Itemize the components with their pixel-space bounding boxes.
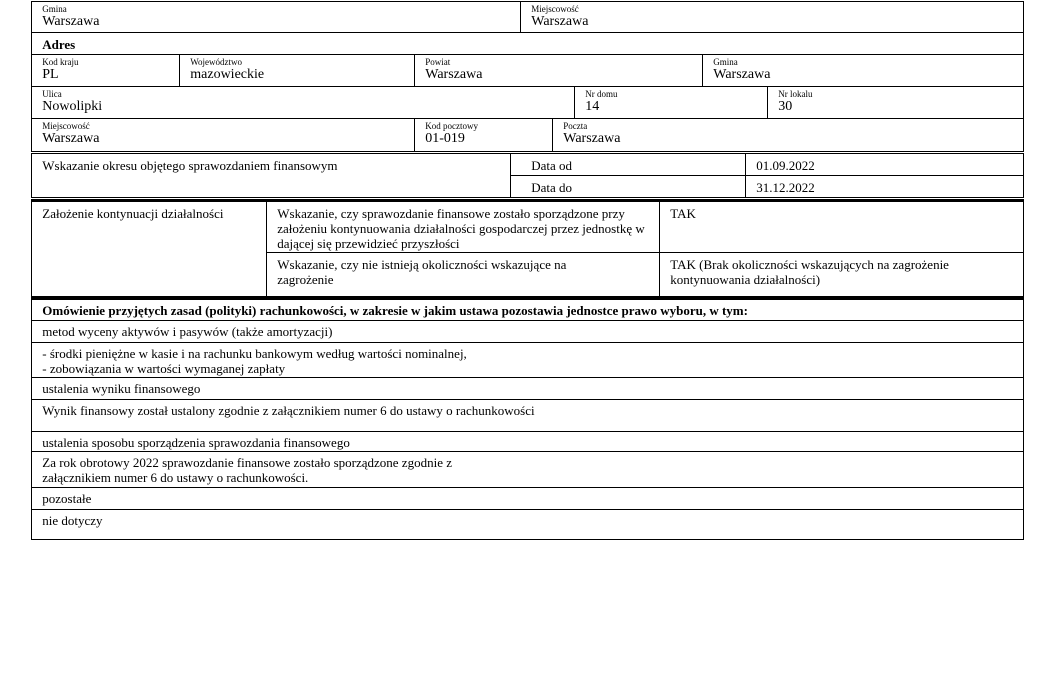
poczta-label: Poczta — [563, 121, 588, 132]
adres-gmina-cell — [702, 54, 1024, 87]
nr-domu-label: Nr domu — [585, 89, 618, 100]
kod-pocztowy-label: Kod pocztowy — [425, 121, 478, 132]
nr-domu-value: 14 — [585, 99, 600, 115]
adres-miejscowosc-value: Warszawa — [42, 131, 100, 147]
kod-pocztowy-cell — [414, 118, 553, 152]
adres-miejscowosc-cell — [31, 118, 415, 152]
nr-domu-cell — [574, 86, 768, 119]
powiat-value: Warszawa — [425, 67, 483, 83]
miejscowosc-value: Warszawa — [531, 14, 589, 30]
poczta-cell — [552, 118, 1024, 152]
kod-pocztowy-value: 01-019 — [425, 131, 465, 147]
kontynuacja-a1: TAK — [659, 199, 1024, 253]
nr-lokalu-value: 30 — [778, 99, 793, 115]
kontynuacja-a2: TAK (Brak okoliczności wskazujących na zagrożenie kontynuowania działalności) — [659, 252, 1024, 297]
miejscowosc-cell — [520, 1, 1024, 33]
data-od-value: 01.09.2022 — [745, 153, 1024, 176]
kod-kraju-value: PL — [42, 67, 59, 83]
adres-header: Adres — [31, 32, 1024, 55]
nr-lokalu-label: Nr lokalu — [778, 89, 813, 100]
adres-miejscowosc-label: Miejscowość — [42, 121, 90, 132]
okres-label: Wskazanie okresu objętego sprawozdaniem finansowym — [31, 153, 511, 198]
kontynuacja-label: Założenie kontynuacji działalności — [31, 199, 267, 297]
zasady-wycena-text: - środki pieniężne w kasie i na rachunku bankowym według wartości nominalnej, - zobowiązania w wartości wymaganej zapłaty — [31, 342, 1024, 378]
kontynuacja-q2: Wskazanie, czy nie istnieją okoliczności wskazujące na zagrożenie — [266, 252, 660, 297]
zasady-wynik-text: Wynik finansowy został ustalony zgodnie z załącznikiem numer 6 do ustawy o rachunkowości — [31, 399, 1024, 432]
ulica-label: Ulica — [42, 89, 62, 100]
kod-kraju-cell — [31, 54, 180, 87]
ulica-cell — [31, 86, 575, 119]
zasady-title: Omówienie przyjętych zasad (polityki) rachunkowości, w zakresie w jakim ustawa pozostawia jednostce prawo wyboru, w tym: — [31, 297, 1024, 321]
miejscowosc-label: Miejscowość — [531, 4, 579, 15]
ulica-value: Nowolipki — [42, 99, 103, 115]
zasady-sposob-text: Za rok obrotowy 2022 sprawozdanie finansowe zostało sporządzone zgodnie z załącznikiem numer 6 do ustawy o rachunkowości. — [31, 451, 1024, 488]
zasady-pozostale-heading: pozostałe — [31, 487, 1024, 510]
wojewodztwo-value: mazowieckie — [190, 67, 265, 83]
gmina-label: Gmina — [42, 4, 67, 15]
gmina-value: Warszawa — [42, 14, 100, 30]
data-od-label: Data od — [510, 153, 746, 176]
poczta-value: Warszawa — [563, 131, 621, 147]
adres-gmina-label: Gmina — [713, 57, 738, 68]
zasady-pozostale-text: nie dotyczy — [31, 509, 1024, 540]
powiat-label: Powiat — [425, 57, 451, 68]
data-do-label: Data do — [510, 175, 746, 198]
kod-kraju-label: Kod kraju — [42, 57, 79, 68]
zasady-wycena-heading: metod wyceny aktywów i pasywów (także amortyzacji) — [31, 320, 1024, 343]
data-do-value: 31.12.2022 — [745, 175, 1024, 198]
adres-gmina-value: Warszawa — [713, 67, 771, 83]
zasady-sposob-heading: ustalenia sposobu sporządzenia sprawozdania finansowego — [31, 431, 1024, 452]
gmina-cell — [31, 1, 521, 33]
powiat-cell — [414, 54, 703, 87]
wojewodztwo-label: Województwo — [190, 57, 243, 68]
zasady-wynik-heading: ustalenia wyniku finansowego — [31, 377, 1024, 400]
kontynuacja-q1: Wskazanie, czy sprawozdanie finansowe zostało sporządzone przy założeniu kontynuowania działalności gospodarczej przez jednostkę w dającej się przewidzieć przyszłości — [266, 199, 660, 253]
wojewodztwo-cell — [179, 54, 415, 87]
nr-lokalu-cell — [767, 86, 1024, 119]
